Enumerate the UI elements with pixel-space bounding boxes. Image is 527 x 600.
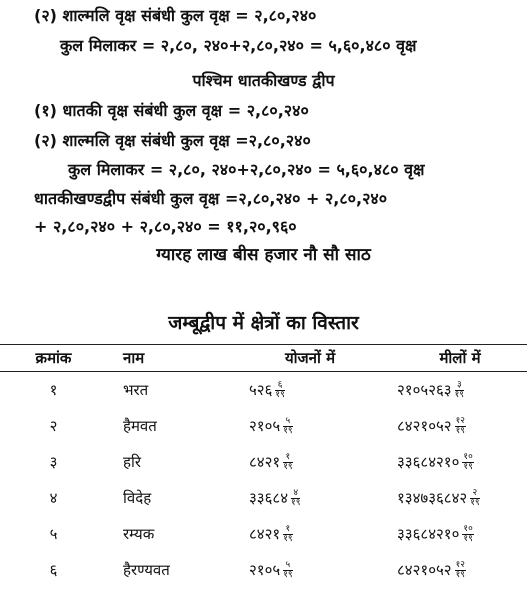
text-line-grand-total-2: + २,८०,२४० + २,८०,२४० = ११,२०,९६० <box>34 217 297 236</box>
miles-value: ८४२१०५२ <box>397 417 452 435</box>
fraction-denominator: १९ <box>291 498 301 508</box>
cell-serial: ५ <box>49 525 58 543</box>
text-line-grand-total-1: धातकीखण्डद्वीप संबंधी कुल वृक्ष =२,८०,२४० + २,८०,२४० <box>34 189 388 208</box>
miles-value: ८४२१०५२ <box>397 561 452 579</box>
cell-serial: ४ <box>49 489 58 507</box>
fraction-numerator: १२ <box>455 560 465 570</box>
cell-yojan <box>229 480 375 516</box>
table-header-row <box>0 345 527 372</box>
header-serial: क्रमांक <box>0 345 107 372</box>
cell-serial: ३ <box>49 453 58 471</box>
table-title: जम्बूद्वीप में क्षेत्रों का विस्तार <box>168 312 359 334</box>
section-heading-west: पश्चिम धातकीखण्ड द्वीप <box>192 71 335 90</box>
text-line-dhataki-west: (१) धातकी वृक्ष संबंधी कुल वृक्ष = २,८०,२४० <box>34 101 309 120</box>
fraction-denominator: १९ <box>455 426 465 436</box>
table-row <box>0 408 527 444</box>
fraction-numerator: १० <box>463 524 473 534</box>
fraction-denominator: १९ <box>455 570 465 580</box>
yojan-value: ८४२१ <box>249 525 281 543</box>
yojan-fraction <box>275 381 284 400</box>
fraction-denominator: १९ <box>454 390 464 400</box>
fraction-numerator: १ <box>283 525 292 535</box>
miles-fraction <box>455 381 464 400</box>
yojan-value: २१०५ <box>249 561 281 579</box>
fraction-denominator: १९ <box>283 426 293 436</box>
yojan-fraction <box>283 453 292 472</box>
cell-miles <box>375 552 527 588</box>
yojan-value: २१०५ <box>249 417 281 435</box>
fraction-numerator: ४ <box>291 489 300 499</box>
cell-name: हैमवत <box>123 417 157 435</box>
cell-yojan <box>229 444 375 480</box>
fraction-numerator: १ <box>283 453 292 463</box>
cell-name: हैरण्यवत <box>123 561 170 579</box>
fraction-numerator: ५ <box>283 561 292 571</box>
miles-fraction <box>455 561 466 580</box>
fraction-denominator: १९ <box>283 534 293 544</box>
miles-value: २१०५२६३ <box>397 381 452 399</box>
cell-miles <box>375 444 527 480</box>
fraction-denominator: १९ <box>275 390 285 400</box>
fraction-denominator: १९ <box>283 570 293 580</box>
fraction-numerator: ५ <box>283 417 292 427</box>
cell-name: विदेह <box>123 489 152 507</box>
fraction-numerator: ६ <box>275 381 284 391</box>
cell-serial: ६ <box>49 561 58 579</box>
miles-value: १३४७३६८४२ <box>397 489 468 507</box>
cell-miles <box>375 408 527 444</box>
miles-fraction <box>462 453 473 472</box>
fraction-denominator: १९ <box>470 498 480 508</box>
text-line-total-east: कुल मिलाकर = २,८०, २४०+२,८०,२४० = ५,६०,४८० वृक्ष <box>60 36 417 55</box>
fraction-denominator: १९ <box>463 462 473 472</box>
cell-yojan <box>229 552 375 588</box>
text-line-total-west: कुल मिलाकर = २,८०, २४०+२,८०,२४० = ५,६०,४८० वृक्ष <box>68 160 425 179</box>
yojan-fraction <box>283 525 292 544</box>
miles-fraction <box>462 525 473 544</box>
cell-name: भरत <box>123 381 149 399</box>
table-row <box>0 516 527 552</box>
header-miles: मीलों में <box>375 345 527 372</box>
yojan-value: ८४२१ <box>249 453 281 471</box>
table-row <box>0 372 527 409</box>
fraction-numerator: ३ <box>455 381 464 391</box>
cell-serial: २ <box>49 417 58 435</box>
cell-name: रम्यक <box>123 525 155 543</box>
cell-miles <box>375 372 527 409</box>
text-line-shalmali-east: (२) शाल्मलि वृक्ष संबंधी कुल वृक्ष = २,८०,२४० <box>34 6 317 25</box>
header-yojan: योजनों में <box>229 345 375 372</box>
cell-serial: १ <box>49 381 58 399</box>
table-row <box>0 552 527 588</box>
cell-miles <box>375 480 527 516</box>
fraction-denominator: १९ <box>463 534 473 544</box>
cell-name: हरि <box>123 453 141 471</box>
miles-value: ३३६८४२१० <box>397 453 460 471</box>
text-line-shalmali-west: (२) शाल्मलि वृक्ष संबंधी कुल वृक्ष =२,८०,२४० <box>34 131 311 150</box>
yojan-value: ३३६८४ <box>249 489 289 507</box>
yojan-fraction <box>283 417 292 436</box>
yojan-fraction <box>283 561 292 580</box>
cell-miles <box>375 516 527 552</box>
table-row <box>0 444 527 480</box>
yojan-value: ५२६ <box>249 381 273 399</box>
miles-fraction <box>455 417 466 436</box>
text-line-total-in-words: ग्यारह लाख बीस हजार नौ सौ साठ <box>156 245 371 265</box>
fraction-denominator: १९ <box>283 462 293 472</box>
regions-table <box>0 344 527 588</box>
cell-yojan <box>229 516 375 552</box>
miles-fraction <box>470 489 479 508</box>
fraction-numerator: १० <box>463 452 473 462</box>
cell-yojan <box>229 372 375 409</box>
header-name: नाम <box>107 345 229 372</box>
fraction-numerator: १२ <box>455 416 465 426</box>
fraction-numerator: २ <box>470 489 479 499</box>
table-row <box>0 480 527 516</box>
cell-yojan <box>229 408 375 444</box>
miles-value: ३३६८४२१० <box>397 525 460 543</box>
yojan-fraction <box>291 489 300 508</box>
